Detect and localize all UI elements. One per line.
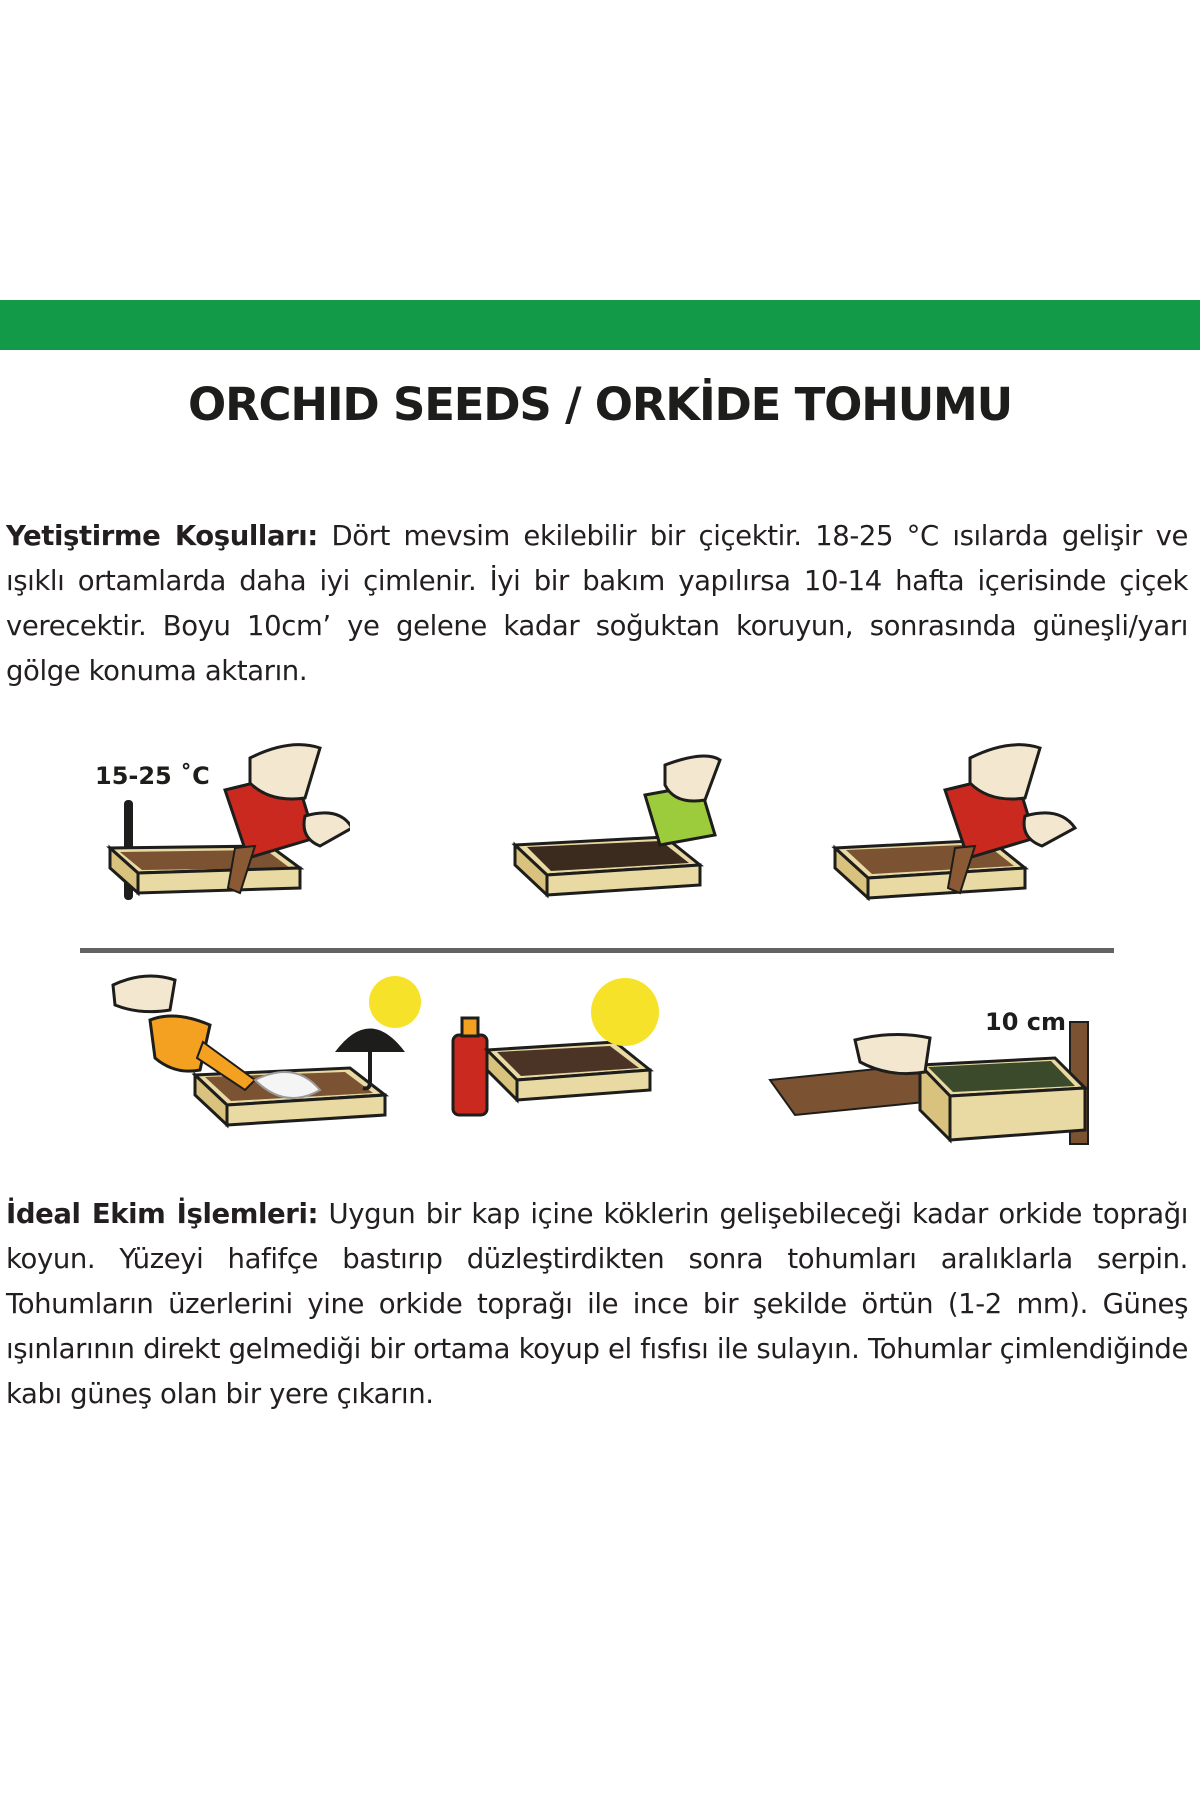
section-divider xyxy=(80,948,1114,953)
temperature-label: 15-25 ˚C xyxy=(95,762,210,790)
sun-icon xyxy=(591,978,659,1046)
growing-conditions-paragraph xyxy=(6,514,1188,694)
step-transplant-illustration xyxy=(765,1000,1105,1170)
growing-conditions-label: Yetiştirme Koşulları: xyxy=(6,520,318,552)
seed-tray-icon xyxy=(920,1058,1085,1140)
sun-icon xyxy=(369,976,421,1028)
seed-tray-icon xyxy=(487,1042,650,1100)
seed-tray-icon xyxy=(110,846,300,893)
growing-conditions-text: Dört mevsim ekilebilir bir çiçektir. 18-25 °C ısılarda gelişir ve ışıklı ortamlarda daha iyi çimlenir. İyi bir bakım yapılırsa 10-14 hafta içerisinde çiçek verecektir. Boyu 10cm’ ye gelene kadar soğuktan koruyun, sonrasında güneşli/yarı gölge konuma aktarın. xyxy=(6,520,1189,687)
hand-icon xyxy=(113,976,175,1012)
hand-icon xyxy=(665,756,720,801)
sowing-instructions-label: İdeal Ekim İşlemleri: xyxy=(6,1198,319,1230)
sowing-instructions-text: Uygun bir kap içine köklerin gelişebileceği kadar orkide toprağı koyun. Yüzeyi hafifçe bastırıp düzleştirdikten sonra tohumları aralıklarla serpin. Tohumların üzerlerini yine orkide toprağı ile ince bir şekilde örtün (1-2 mm). Güneş ışınlarının direkt gelmediği bir ortama koyup el fısfısı ile sulayın. Tohumlar çimlendiğinde kabı güneş olan bir yere çıkarın. xyxy=(6,1198,1188,1410)
hand-icon xyxy=(855,1034,930,1073)
height-label: 10 cm xyxy=(985,1008,1066,1036)
step-fertilize-illustration xyxy=(445,970,695,1160)
page-title: ORCHID SEEDS / ORKİDE TOHUMU xyxy=(188,378,1012,431)
step-sow-seeds-illustration xyxy=(505,745,735,925)
step-water-illustration xyxy=(105,970,435,1160)
step-cover-seeds-illustration xyxy=(830,728,1090,938)
header-color-bar xyxy=(0,300,1200,350)
seed-tray-icon xyxy=(515,837,700,895)
fertilizer-bottle-icon xyxy=(453,1018,487,1115)
sowing-instructions-paragraph xyxy=(6,1192,1188,1417)
step-fill-soil-illustration xyxy=(90,728,350,938)
